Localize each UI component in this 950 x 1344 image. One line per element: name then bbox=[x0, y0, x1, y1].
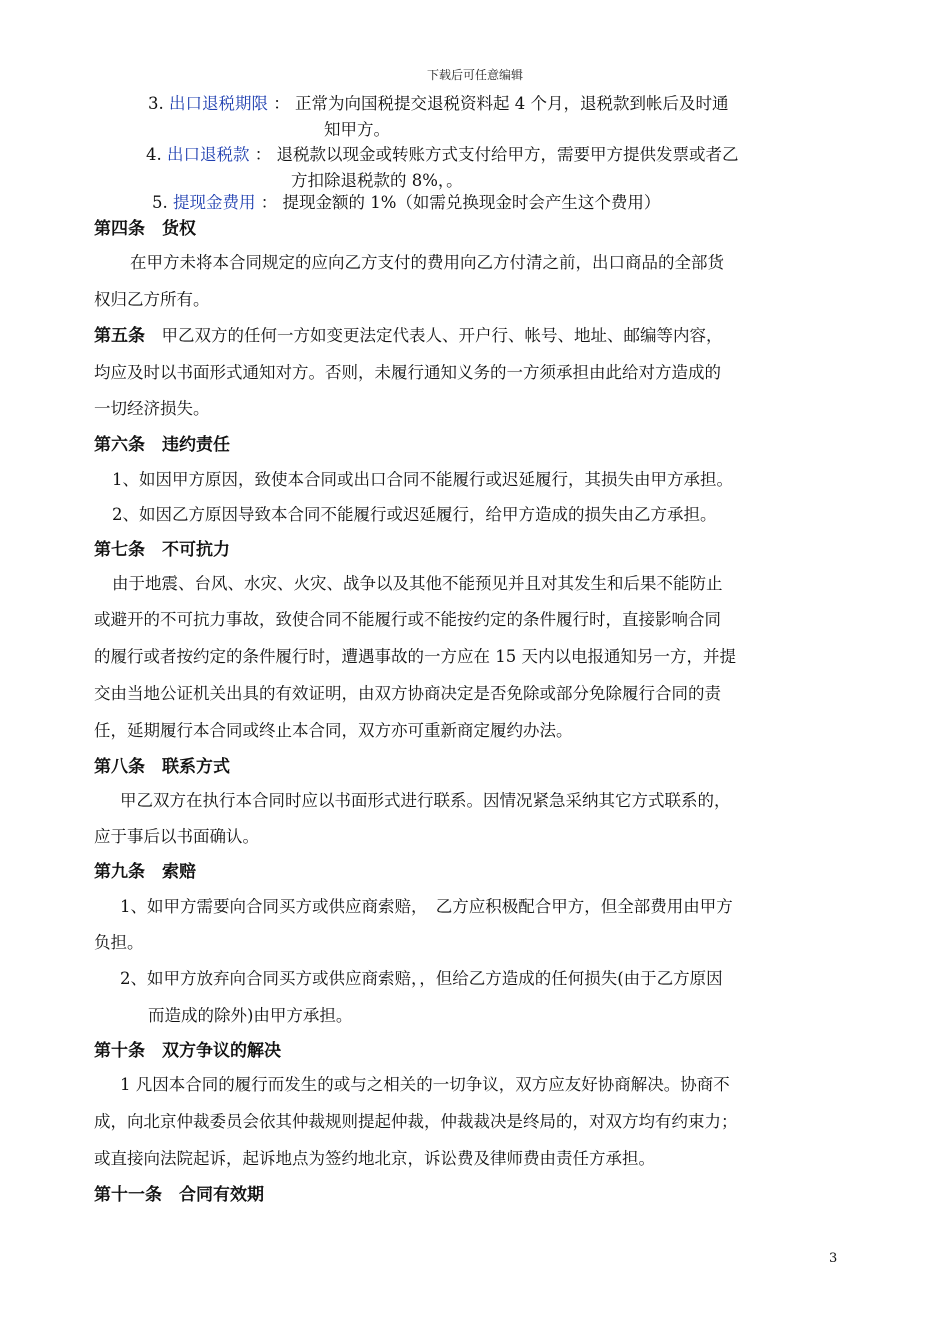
item-4 bbox=[146, 147, 739, 164]
article-7-line-5: 任，延期履行本合同或终止本合同，双方亦可重新商定履约办法。 bbox=[94, 721, 573, 740]
item-keyword: 出口退税款 bbox=[167, 145, 250, 164]
article-6-line-1: 1、如因甲方原因，致使本合同或出口合同不能履行或迟延履行，其损失由甲方承担。 bbox=[112, 470, 733, 489]
item-3 bbox=[148, 96, 729, 113]
article-6-heading: 第六条 违约责任 bbox=[94, 435, 230, 455]
article-8-line-1: 甲乙双方在执行本合同时应以书面形式进行联系。因情况紧急采纳其它方式联系的， bbox=[120, 791, 731, 810]
article-7-line-1: 由于地震、台风、水灾、火灾、战争以及其他不能预见并且对其发生和后果不能防止 bbox=[112, 574, 723, 593]
article-9-line-2: 负担。 bbox=[94, 933, 144, 952]
item-3-continuation: 知甲方。 bbox=[324, 120, 390, 139]
item-keyword: 出口退税期限 bbox=[169, 94, 268, 113]
article-8-line-2: 应于事后以书面确认。 bbox=[94, 827, 259, 846]
item-separator: ： bbox=[273, 94, 290, 113]
item-text: 退税款以现金或转账方式支付给甲方，需要甲方提供发票或者乙 bbox=[276, 145, 739, 164]
article-4-heading: 第四条 货权 bbox=[94, 219, 196, 239]
item-number: 5. bbox=[152, 193, 168, 212]
article-10-line-2: 成，向北京仲裁委员会依其仲裁规则提起仲裁，仲裁裁决是终局的，对双方均有约束力； bbox=[94, 1112, 738, 1131]
article-10-line-1: 1 凡因本合同的履行而发生的或与之相关的一切争议，双方应友好协商解决。协商不 bbox=[120, 1075, 730, 1094]
article-7-line-4: 交由当地公证机关出具的有效证明，由双方协商决定是否免除或部分免除履行合同的责 bbox=[94, 684, 721, 703]
article-4-line-1: 在甲方未将本合同规定的应向乙方支付的费用向乙方付清之前，出口商品的全部货 bbox=[130, 253, 724, 272]
article-9-line-4: 而造成的除外)由甲方承担。 bbox=[148, 1006, 353, 1025]
article-7-line-3: 的履行或者按约定的条件履行时，遭遇事故的一方应在 15 天内以电报通知另一方，并提 bbox=[94, 647, 736, 666]
article-5-line-3: 一切经济损失。 bbox=[94, 399, 210, 418]
item-5 bbox=[152, 195, 660, 212]
item-separator: ： bbox=[254, 145, 272, 164]
article-9-line-3: 2、如甲方放弃向合同买方或供应商索赔，，但给乙方造成的任何损失(由于乙方原因 bbox=[120, 969, 723, 988]
item-text: 提现金额的 1%（如需兑换现金时会产生这个费用） bbox=[282, 193, 661, 212]
article-9-heading: 第九条 索赔 bbox=[94, 862, 196, 882]
article-6-line-2: 2、如因乙方原因导致本合同不能履行或迟延履行，给甲方造成的损失由乙方承担。 bbox=[112, 505, 717, 524]
article-7-line-2: 或避开的不可抗力事故，致使合同不能履行或不能按约定的条件履行时，直接影响合同 bbox=[94, 610, 721, 629]
article-8-heading: 第八条 联系方式 bbox=[94, 757, 230, 777]
item-separator: ： bbox=[260, 193, 278, 212]
item-keyword: 提现金费用 bbox=[173, 193, 256, 212]
article-4-line-2: 权归乙方所有。 bbox=[94, 290, 210, 309]
item-text: 正常为向国税提交退税资料起 4 个月，退税款到帐后及时通 bbox=[295, 94, 729, 113]
page-number: 3 bbox=[829, 1251, 838, 1266]
item-4-continuation: 方扣除退税款的 8%，。 bbox=[291, 171, 463, 190]
article-11-heading: 第十一条 合同有效期 bbox=[94, 1185, 264, 1205]
article-9-line-1: 1、如甲方需要向合同买方或供应商索赔， 乙方应积极配合甲方，但全部费用由甲方 bbox=[120, 897, 733, 916]
article-5-line-1 bbox=[94, 328, 723, 345]
item-number: 4. bbox=[146, 145, 162, 164]
article-10-line-3: 或直接向法院起诉，起诉地点为签约地北京，诉讼费及律师费由责任方承担。 bbox=[94, 1149, 655, 1168]
item-number: 3. bbox=[148, 94, 164, 113]
article-5-text: 甲乙双方的任何一方如变更法定代表人、开户行、帐号、地址、邮编等内容， bbox=[161, 326, 723, 345]
article-5-heading: 第五条 bbox=[94, 326, 145, 346]
article-5-line-2: 均应及时以书面形式通知对方。否则，未履行通知义务的一方须承担由此给对方造成的 bbox=[94, 363, 721, 382]
article-10-heading: 第十条 双方争议的解决 bbox=[94, 1041, 281, 1061]
page-header: 下载后可任意编辑 bbox=[426, 68, 523, 82]
article-7-heading: 第七条 不可抗力 bbox=[94, 540, 230, 560]
